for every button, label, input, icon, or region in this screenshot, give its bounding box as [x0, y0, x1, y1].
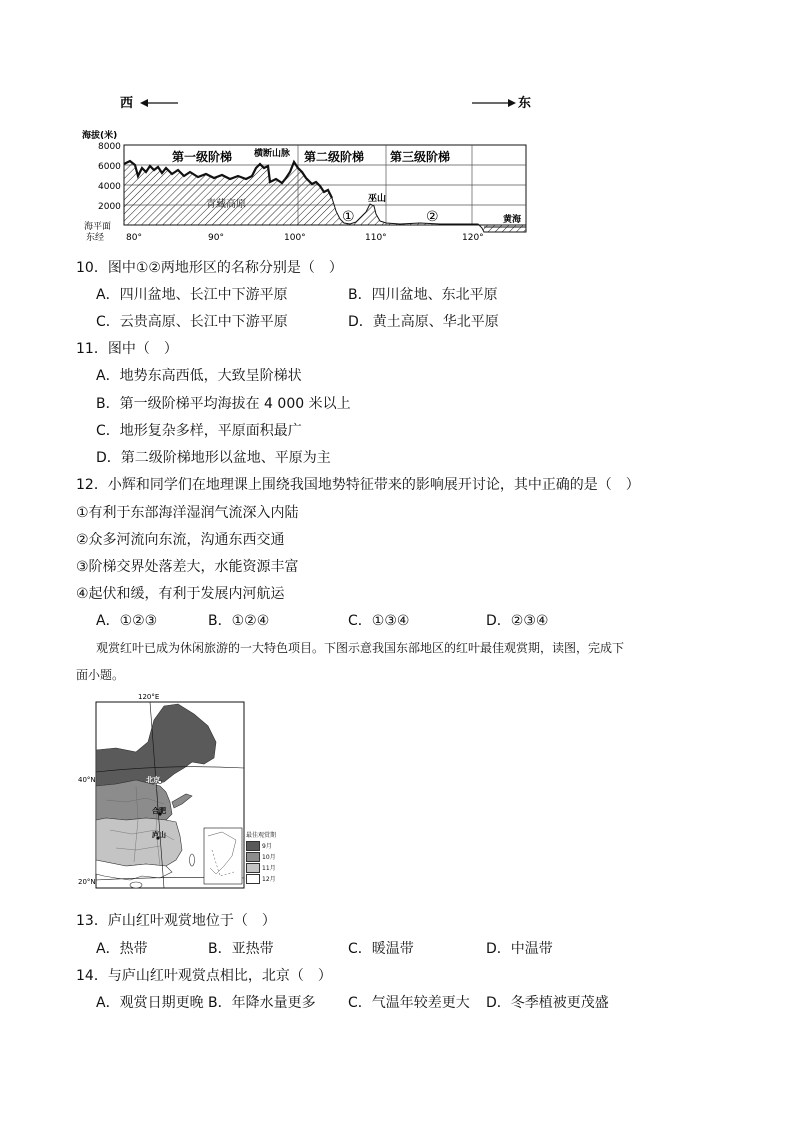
question-10-option-b[interactable]: B．四川盆地、东北平原 [348, 287, 498, 303]
legend-swatch [246, 852, 260, 862]
question-14-stem: 14．与庐山红叶观赏点相比，北京（ ） [76, 968, 332, 984]
hengduan-label: 横断山脉 [254, 149, 291, 159]
legend-item [246, 851, 290, 862]
y-tick: 6000 [98, 162, 121, 172]
question-11-option-a[interactable]: A．地势东高西低，大致呈阶梯状 [96, 368, 302, 384]
question-12-statement: ②众多河流向东流，沟通东西交通 [76, 532, 285, 548]
question-14-option-d[interactable]: D．冬季植被更茂盛 [486, 995, 609, 1011]
legend-label: 12月 [262, 876, 276, 883]
question-12-option-a[interactable]: A．①②③ [96, 613, 158, 629]
map-city-hefei: 合肥 [152, 807, 166, 815]
question-13-option-c[interactable]: C．暖温带 [348, 941, 414, 957]
region-2-marker: ② [426, 209, 439, 225]
question-11-option-d[interactable]: D．第二级阶梯地形以盆地、平原为主 [96, 450, 331, 466]
map-city-beijing: 北京 [146, 776, 160, 784]
question-11-option-c[interactable]: C．地形复杂多样，平原面积最广 [96, 423, 302, 439]
question-10-option-d[interactable]: D．黄土高原、华北平原 [348, 314, 499, 330]
map-taiwan [190, 854, 195, 866]
question-12-option-c[interactable]: C．①③④ [348, 613, 410, 629]
question-14-option-b[interactable]: B．年降水量更多 [208, 995, 316, 1011]
question-12-statement: ③阶梯交界处落差大，水能资源丰富 [76, 559, 299, 575]
map-legend [246, 832, 290, 892]
question-11-stem: 11．图中（ ） [76, 341, 178, 357]
question-12-statement: ④起伏和缓，有利于发展内河航运 [76, 586, 285, 602]
question-12-option-b[interactable]: B．①②④ [208, 613, 270, 629]
question-14-option-c[interactable]: C．气温年较差更大 [348, 995, 470, 1011]
step1-label: 第一级阶梯 [172, 150, 233, 164]
west-arrow-icon [140, 99, 178, 107]
wushan-label: 巫山 [368, 194, 387, 204]
question-10-option-c[interactable]: C．云贵高原、长江中下游平原 [96, 314, 288, 330]
x-prefix: 东经 [86, 233, 105, 243]
legend-swatch [246, 874, 260, 884]
map-land-11m [96, 818, 182, 866]
question-13-option-a[interactable]: A．热带 [96, 941, 148, 957]
x-tick: 100° [284, 233, 306, 243]
question-13-stem: 13．庐山红叶观赏地位于（ ） [76, 913, 276, 929]
legend-item [246, 862, 290, 873]
question-10-stem: 10．图中①②两地形区的名称分别是（ ） [76, 260, 343, 276]
map-city-lushan: 庐山 [152, 831, 166, 839]
west-label: 西 [120, 96, 134, 111]
step2-label: 第二级阶梯 [304, 150, 365, 164]
map-lat20-label: 20°N [78, 878, 96, 886]
legend-swatch [246, 863, 260, 873]
legend-label: 11月 [262, 865, 276, 872]
legend-title: 最佳观赏期 [246, 832, 277, 839]
x-tick: 110° [365, 233, 387, 243]
question-14-option-a[interactable]: A．观赏日期更晚 [96, 995, 204, 1011]
map-hainan [130, 882, 142, 888]
x-tick: 80° [126, 233, 142, 243]
question-12-stem: 12．小辉和同学们在地理课上围绕我国地势特征带来的影响展开讨论，其中正确的是（ ） [76, 477, 640, 493]
passage-intro-line1: 观赏红叶已成为休闲旅游的一大特色项目。下图示意我国东部地区的红叶最佳观赏期，读图，完成下 [96, 641, 625, 655]
question-12-statement: ①有利于东部海洋湿润气流深入内陆 [76, 505, 299, 521]
legend-label: 10月 [262, 854, 276, 861]
x-tick: 120° [462, 233, 484, 243]
y-tick: 4000 [98, 182, 121, 192]
question-11-option-b[interactable]: B．第一级阶梯平均海拔在 4 000 米以上 [96, 396, 351, 412]
passage-intro-line2: 面小题。 [76, 668, 125, 682]
y-tick: 2000 [98, 202, 121, 212]
x-tick: 90° [208, 233, 224, 243]
legend-item [246, 873, 290, 884]
y-axis-title: 海拔(米) [82, 131, 118, 141]
y-tick: 8000 [98, 142, 121, 152]
legend-item [246, 840, 290, 851]
map-lon-label: 120°E [138, 693, 160, 701]
terrain-profile [124, 161, 526, 232]
step3-label: 第三级阶梯 [390, 150, 451, 164]
huanghai-label: 黄海 [503, 215, 522, 225]
y-tick: 海平面 [84, 222, 112, 232]
east-label: 东 [518, 96, 532, 111]
question-10-option-a[interactable]: A．四川盆地、长江中下游平原 [96, 287, 288, 303]
legend-label: 9月 [262, 843, 272, 850]
map-inset-box [204, 828, 242, 884]
qingzang-label: 青藏高原 [206, 199, 246, 210]
legend-swatch [246, 841, 260, 851]
map-lat40-label: 40°N [78, 776, 96, 784]
question-13-option-b[interactable]: B．亚热带 [208, 941, 274, 957]
question-13-option-d[interactable]: D．中温带 [486, 941, 553, 957]
east-arrow-icon [472, 99, 516, 107]
question-12-option-d[interactable]: D．②③④ [486, 613, 549, 629]
region-1-marker: ① [342, 209, 355, 225]
terrain-profile-figure [80, 88, 540, 243]
